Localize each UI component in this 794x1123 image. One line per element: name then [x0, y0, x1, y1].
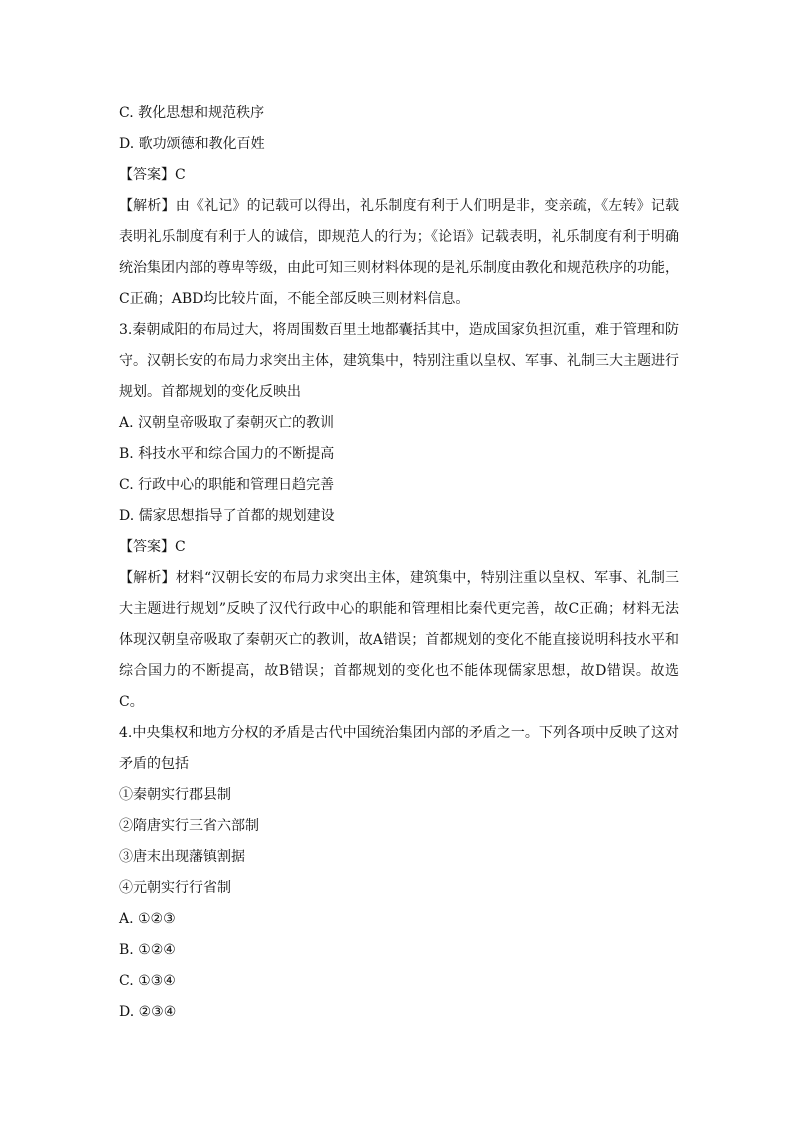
q4-item-1: ①秦朝实行郡县制 — [119, 787, 231, 803]
q4-item-2: ②隋唐实行三省六部制 — [119, 818, 259, 834]
answer-label: 【答案】 — [119, 539, 175, 555]
q2-option-c: C. 教化思想和规范秩序 — [119, 105, 265, 121]
document-page — [119, 98, 679, 1028]
answer-label: 【答案】 — [119, 167, 175, 183]
analysis-text: 由《礼记》的记载可以得出，礼乐制度有利于人们明是非，变亲疏，《左转》记载表明礼乐制度有利于人的诚信，即规范人的行为；《论语》记载表明，礼乐制度有利于明确统治集团内部的尊卑等级，由此可知三则材料体现的是礼乐制度由教化和规范秩序的功能，C正确；ABD均比较片面，不能全部反映三则材料信息。 — [119, 198, 679, 307]
q4-stem: 4.中央集权和地方分权的矛盾是古代中国统治集团内部的矛盾之一。下列各项中反映了这对矛盾的包括 — [119, 725, 679, 772]
answer-value: C — [175, 167, 186, 183]
q2-answer — [119, 160, 679, 191]
q2-option-d: D. 歌功颂德和教化百姓 — [119, 136, 265, 152]
q4-option-a: A. ①②③ — [119, 911, 176, 927]
q3-stem: 3.秦朝咸阳的布局过大，将周围数百里土地都囊括其中，造成国家负担沉重，难于管理和防守。汉朝长安的布局力求突出主体，建筑集中，特别注重以皇权、军事、礼制三大主题进行规划。首都规划的变化反映出 — [119, 322, 679, 400]
q4-item-4: ④元朝实行行省制 — [119, 880, 231, 896]
analysis-text: 材料“汉朝长安的布局力求突出主体，建筑集中，特别注重以皇权、军事、礼制三大主题进行规划”反映了汉代行政中心的职能和管理相比秦代更完善，故C正确；材料无法体现汉朝皇帝吸取了秦朝灭亡的教训，故A错误；首都规划的变化不能直接说明科技水平和综合国力的不断提高，故B错误；首都规划的变化也不能体现儒家思想，故D错误。故选C。 — [119, 570, 680, 710]
q3-analysis — [119, 563, 679, 718]
q4-option-d: D. ②③④ — [119, 1004, 177, 1020]
q2-analysis — [119, 191, 679, 315]
q4-option-b: B. ①②④ — [119, 942, 176, 958]
analysis-label: 【解析】 — [119, 570, 176, 586]
q3-option-b: B. 科技水平和综合国力的不断提高 — [119, 446, 335, 462]
q3-answer — [119, 532, 679, 563]
q4-option-c: C. ①③④ — [119, 973, 176, 989]
answer-value: C — [175, 539, 186, 555]
q3-option-d: D. 儒家思想指导了首都的规划建设 — [119, 508, 335, 524]
q3-option-c: C. 行政中心的职能和管理日趋完善 — [119, 477, 335, 493]
q3-option-a: A. 汉朝皇帝吸取了秦朝灭亡的教训 — [119, 415, 335, 431]
q4-item-3: ③唐末出现藩镇割据 — [119, 849, 245, 865]
analysis-label: 【解析】 — [119, 198, 176, 214]
